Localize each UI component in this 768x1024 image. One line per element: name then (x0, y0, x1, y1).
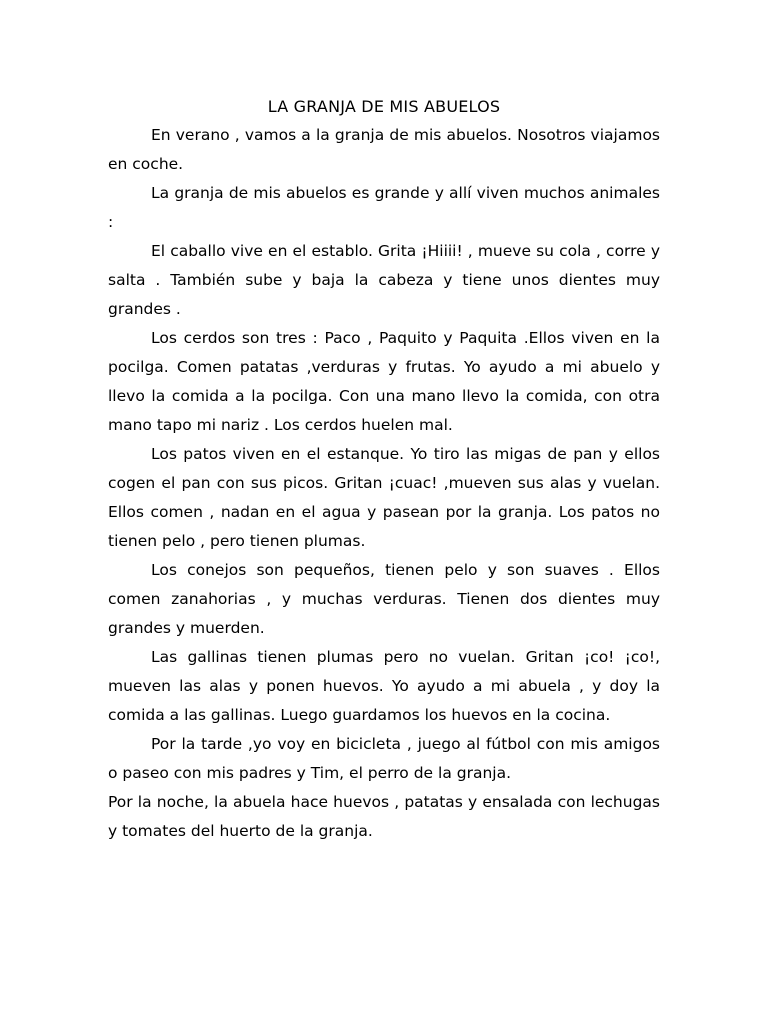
paragraph-horse: El caballo vive en el establo. Grita ¡Hiiii! , mueve su cola , corre y salta . También sube y baja la cabeza y tiene unos dientes muy grandes . (108, 242, 660, 318)
paragraph-summer-trip: En verano , vamos a la granja de mis abuelos. Nosotros viajamos en coche. (108, 126, 660, 173)
paragraph-pigs: Los cerdos son tres : Paco , Paquito y Paquita .Ellos viven en la pocilga. Comen patatas ,verduras y frutas. Yo ayudo a mi abuelo y llevo la comida a la pocilga. Con una mano llevo la comida, con otra mano tapo mi nariz . Los cerdos huelen mal. (108, 329, 660, 434)
paragraph-farm-animals: La granja de mis abuelos es grande y allí viven muchos animales : (108, 184, 660, 231)
paragraph-rabbits: Los conejos son pequeños, tienen pelo y son suaves . Ellos comen zanahorias , y muchas verduras. Tienen dos dientes muy grandes y muerden. (108, 561, 660, 637)
paragraph-ducks: Los patos viven en el estanque. Yo tiro las migas de pan y ellos cogen el pan con sus picos. Gritan ¡cuac! ,mueven sus alas y vuelan. Ellos comen , nadan en el agua y pasean por la granja. Los patos no tienen pelo , pero tienen plumas. (108, 445, 660, 550)
paragraph-hens: Las gallinas tienen plumas pero no vuelan. Gritan ¡co! ¡co!, mueven las alas y ponen huevos. Yo ayudo a mi abuela , y doy la comida a las gallinas. Luego guardamos los huevos en la cocina. (108, 648, 660, 724)
document-title: LA GRANJA DE MIS ABUELOS (267, 97, 501, 116)
paragraph-afternoon: Por la tarde ,yo voy en bicicleta , juego al fútbol con mis amigos o paseo con mis padres y Tim, el perro de la granja. (108, 735, 660, 782)
paragraph-night: Por la noche, la abuela hace huevos , patatas y ensalada con lechugas y tomates del huerto de la granja. (108, 793, 660, 840)
document-page (108, 92, 660, 846)
